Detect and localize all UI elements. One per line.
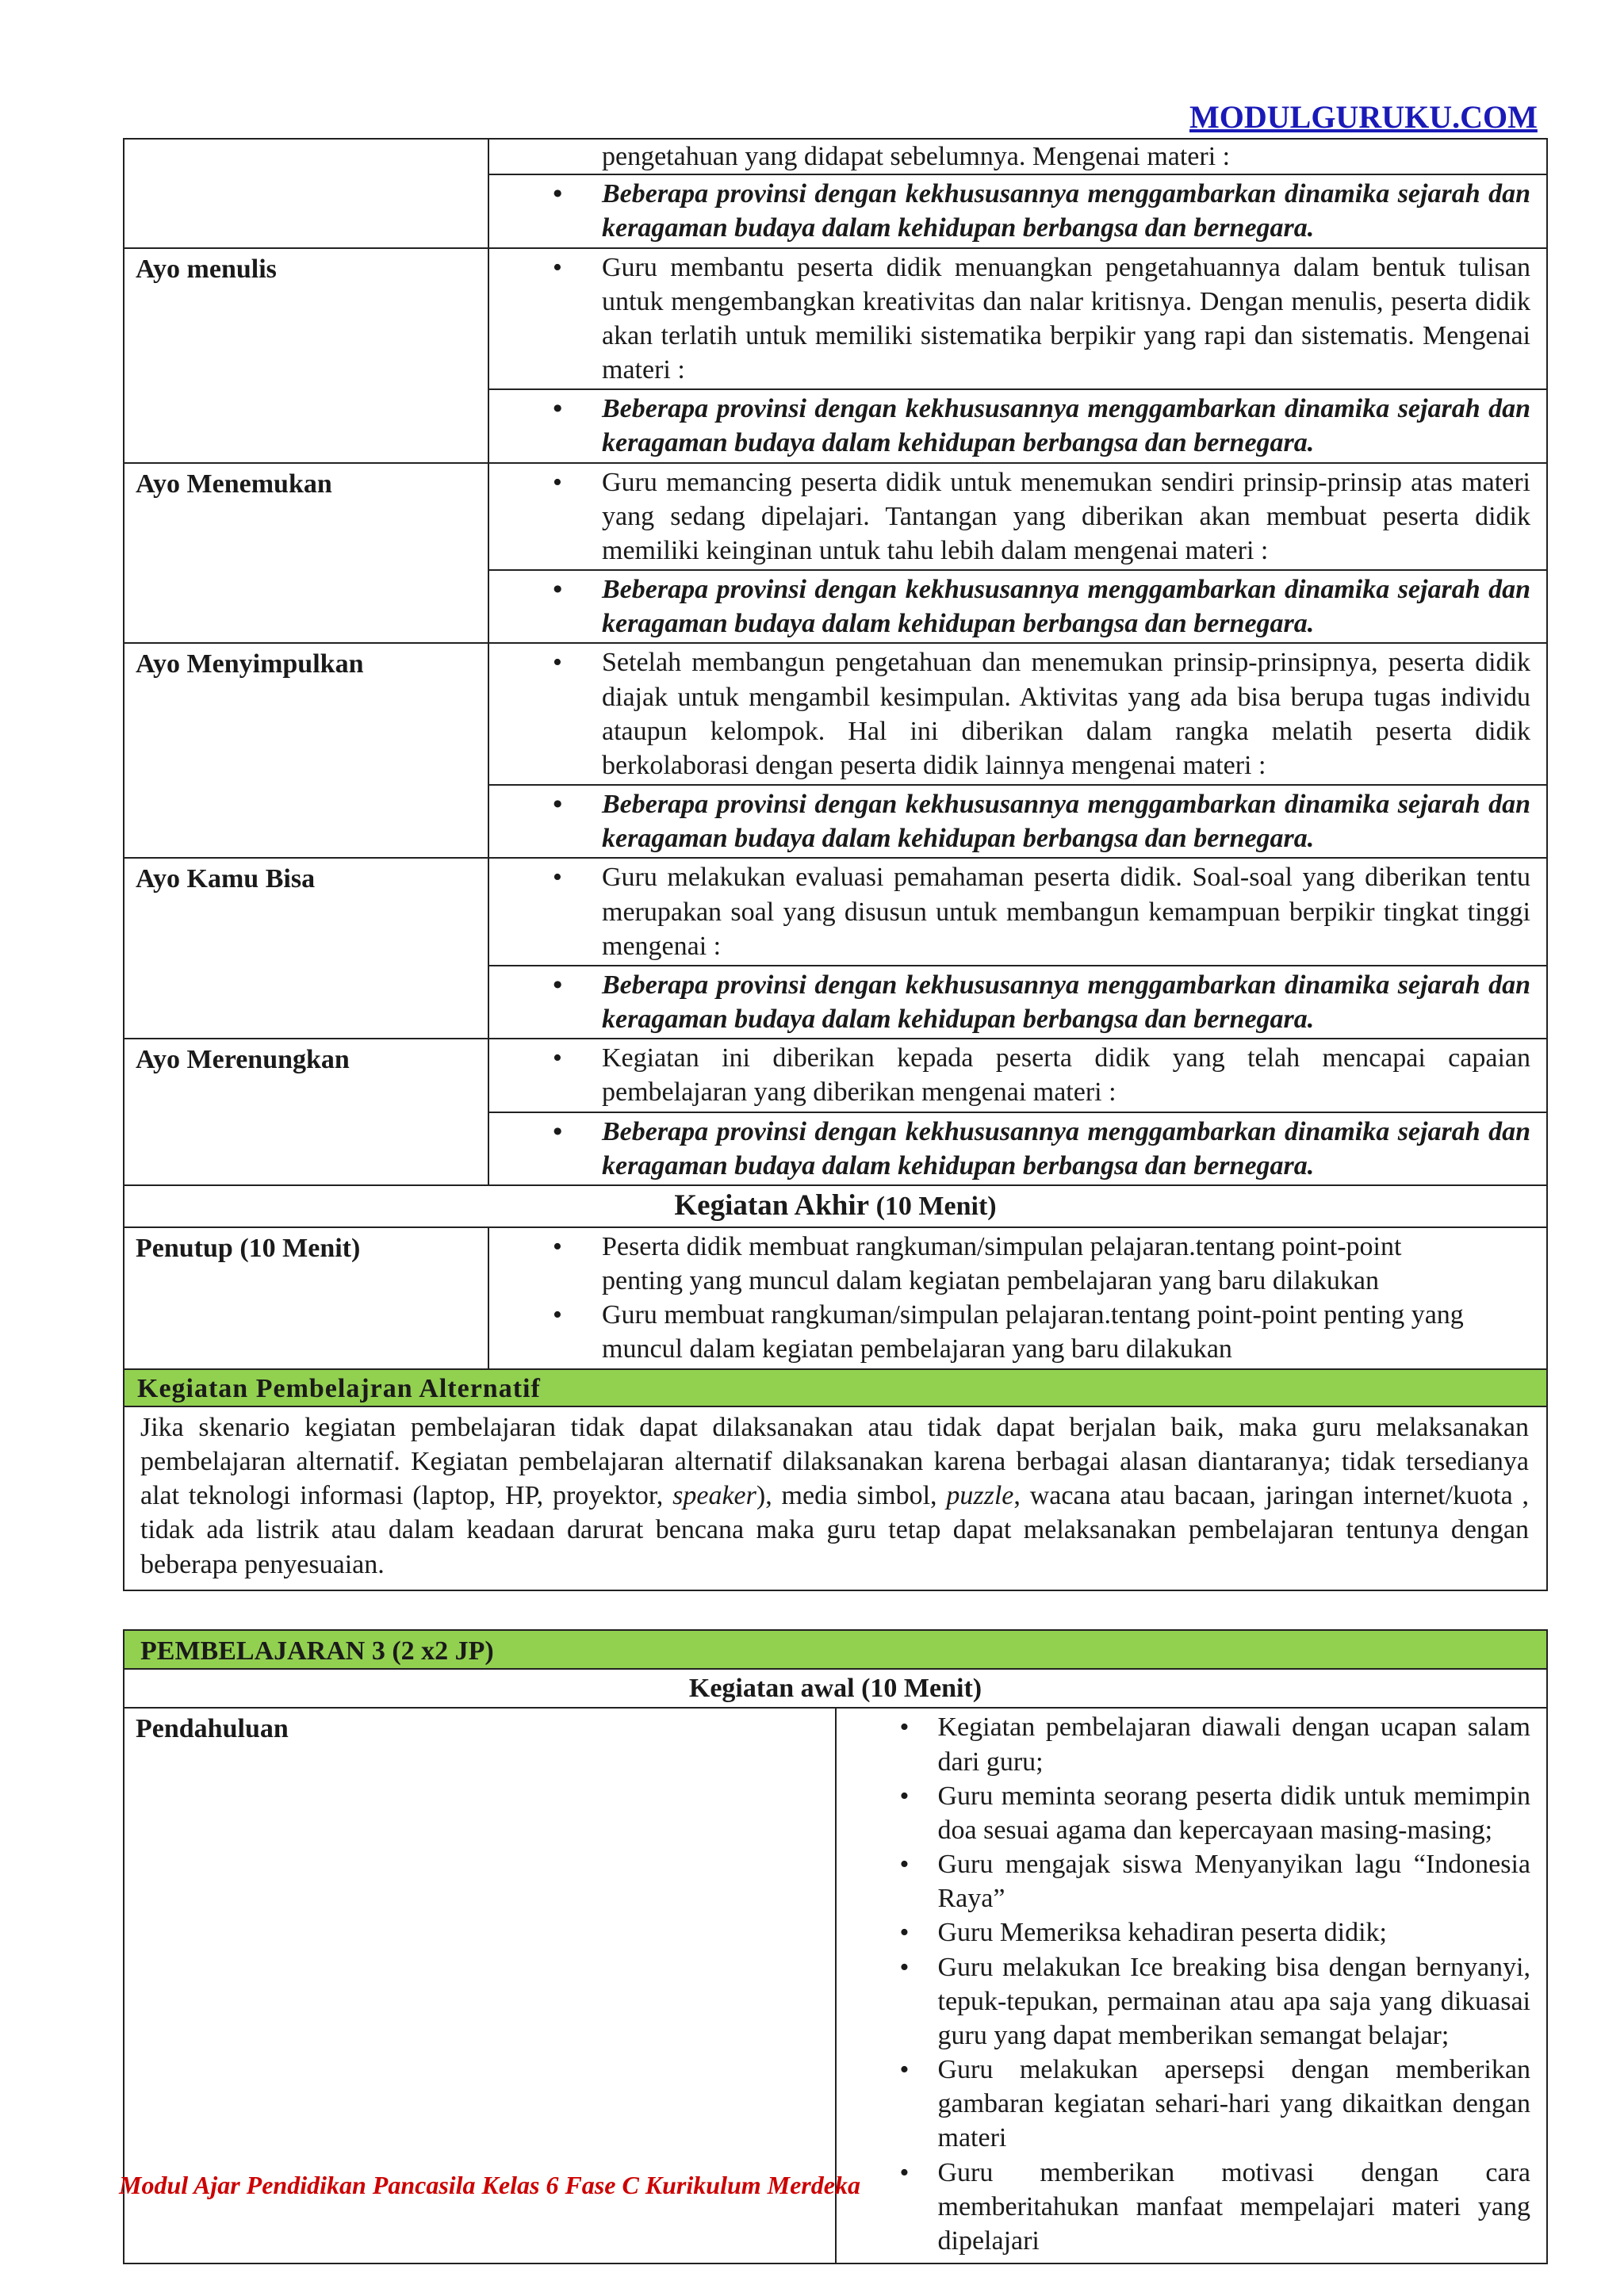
row-description: • Setelah membangun pengetahuan dan menemukan prinsip-prinsipnya, peserta didik diajak untuk mengambil kesimpulan. Aktivitas yang ada bisa berupa tugas individu ataupun kelompok. Hal ini diberikan dalam rangka melatih peserta didik berkolaborasi dengan peserta didik lainnya mengenai materi : xyxy=(489,645,1530,783)
list-item: • Guru membuat rangkuman/simpulan pelajaran.tentang point-point penting yang muncul dalam kegiatan pembelajaran yang baru dilakukan xyxy=(489,1298,1467,1366)
list-item: • Guru memberikan motivasi dengan cara memberitahukan manfaat mempelajari materi yang dipelajari xyxy=(837,2156,1531,2259)
list-item: • Peserta didik membuat rangkuman/simpulan pelajaran.tentang point-point penting yang muncul dalam kegiatan pembelajaran yang baru dilakukan xyxy=(489,1230,1467,1298)
table-row xyxy=(124,1630,1547,1669)
materi-item: • Beberapa provinsi dengan kekhususannya menggambarkan dinamika sejarah dan keragaman budaya dalam kehidupan berbangsa dan bernegara. xyxy=(489,177,1530,245)
section-heading-alternatif: Kegiatan Pembelajran Alternatif xyxy=(124,1369,1547,1406)
subheading-kegiatan-awal: Kegiatan awal (10 Menit) xyxy=(124,1669,1547,1708)
row-description: • Guru melakukan evaluasi pemahaman peserta didik. Soal-soal yang diberikan tentu merupakan soal yang disusun untuk membangun kemampuan berpikir tingkat tinggi mengenai : xyxy=(489,860,1530,963)
table-row xyxy=(124,248,1547,390)
section-heading-pembelajaran-3: PEMBELAJARAN 3 (2 x2 JP) xyxy=(124,1630,1547,1669)
site-watermark[interactable]: MODULGURUKU.COM xyxy=(1189,99,1538,135)
table-row xyxy=(124,463,1547,571)
section-heading-kegiatan-akhir: Kegiatan Akhir (10 Menit) xyxy=(124,1185,1547,1227)
materi-item: • Beberapa provinsi dengan kekhususannya menggambarkan dinamika sejarah dan keragaman budaya dalam kehidupan berbangsa dan bernegara. xyxy=(489,1115,1530,1183)
row-label: Ayo menulis xyxy=(124,248,488,463)
table-row xyxy=(124,643,1547,785)
table-row xyxy=(124,1227,1547,1369)
table-row xyxy=(124,139,1547,174)
row-label: Ayo Menyimpulkan xyxy=(124,643,488,858)
row-label: Penutup (10 Menit) xyxy=(124,1227,488,1369)
footer-title: Modul Ajar Pendidikan Pancasila Kelas 6 Fase C Kurikulum Merdeka xyxy=(119,2171,860,2199)
row-description: • Kegiatan ini diberikan kepada peserta didik yang telah mencapai capaian pembelajaran yang diberikan mengenai materi : xyxy=(489,1041,1530,1109)
list-item: • Guru mengajak siswa Menyanyikan lagu “Indonesia Raya” xyxy=(837,1847,1531,1915)
materi-item: • Beberapa provinsi dengan kekhususannya menggambarkan dinamika sejarah dan keragaman budaya dalam kehidupan berbangsa dan bernegara. xyxy=(489,392,1530,460)
row-description: • Guru memancing peserta didik untuk menemukan sendiri prinsip-prinsip atas materi yang sedang dipelajari. Tantangan yang diberikan akan membuat peserta didik memiliki keinginan untuk tahu lebih dalam mengenai materi : xyxy=(489,465,1530,568)
table-row xyxy=(124,858,1547,966)
activity-table xyxy=(123,138,1548,1591)
list-item: • Guru Memeriksa kehadiran peserta didik; xyxy=(837,1915,1531,1950)
list-item: • Guru melakukan apersepsi dengan memberikan gambaran kegiatan sehari-hari yang dikaitkan dengan materi xyxy=(837,2053,1531,2156)
list-item: • Guru meminta seorang peserta didik untuk memimpin doa sesuai agama dan kepercayaan masing-masing; xyxy=(837,1779,1531,1847)
list-item: • Guru melakukan Ice breaking bisa dengan bernyanyi, tepuk-tepukan, permainan atau apa saja yang dikuasai guru yang dapat memberikan semangat belajar; xyxy=(837,1950,1531,2053)
materi-item: • Beberapa provinsi dengan kekhususannya menggambarkan dinamika sejarah dan keragaman budaya dalam kehidupan berbangsa dan bernegara. xyxy=(489,572,1530,641)
row-description: • Guru membantu peserta didik menuangkan pengetahuannya dalam bentuk tulisan untuk mengembangkan kreativitas dan nalar kritisnya. Dengan menulis, peserta didik akan terlatih untuk memiliki sistematika berpikir yang rapi dan sistematis. Mengenai materi : xyxy=(489,251,1530,388)
alternatif-paragraph: Jika skenario kegiatan pembelajaran tidak dapat dilaksanakan atau tidak dapat berjalan baik, maka guru melaksanakan pembelajaran alternatif. Kegiatan pembelajaran alternatif dilaksanakan karena berbagai alasan diantaranya; tidak tersedianya alat teknologi informasi (laptop, HP, proyektor, speaker), media simbol, puzzle, wacana atau bacaan, jaringan internet/kuota , tidak ada listrik atau dalam keadaan darurat bencana maka guru tetap dapat melaksanakan pembelajaran tentunya dengan beberapa penyesuaian. xyxy=(124,1406,1547,1590)
materi-item: • Beberapa provinsi dengan kekhususannya menggambarkan dinamika sejarah dan keragaman budaya dalam kehidupan berbangsa dan bernegara. xyxy=(489,787,1530,855)
row-label: Ayo Kamu Bisa xyxy=(124,858,488,1039)
list-item: • Kegiatan pembelajaran diawali dengan ucapan salam dari guru; xyxy=(837,1710,1531,1778)
table-row xyxy=(124,1406,1547,1590)
table-row xyxy=(124,1369,1547,1406)
row-label: Pendahuluan xyxy=(124,1708,836,2263)
materi-item: • Beberapa provinsi dengan kekhususannya menggambarkan dinamika sejarah dan keragaman budaya dalam kehidupan berbangsa dan bernegara. xyxy=(489,968,1530,1036)
row-label: Ayo Menemukan xyxy=(124,463,488,644)
pembelajaran-3-table xyxy=(123,1629,1548,2264)
table-row xyxy=(124,1669,1547,1708)
table-row xyxy=(124,1185,1547,1227)
row-label xyxy=(124,139,488,248)
row-description xyxy=(488,139,1547,174)
continued-text: pengetahuan yang didapat sebelumnya. Mengenai materi : xyxy=(602,142,1231,171)
row-label: Ayo Merenungkan xyxy=(124,1039,488,1185)
table-row xyxy=(124,1039,1547,1112)
